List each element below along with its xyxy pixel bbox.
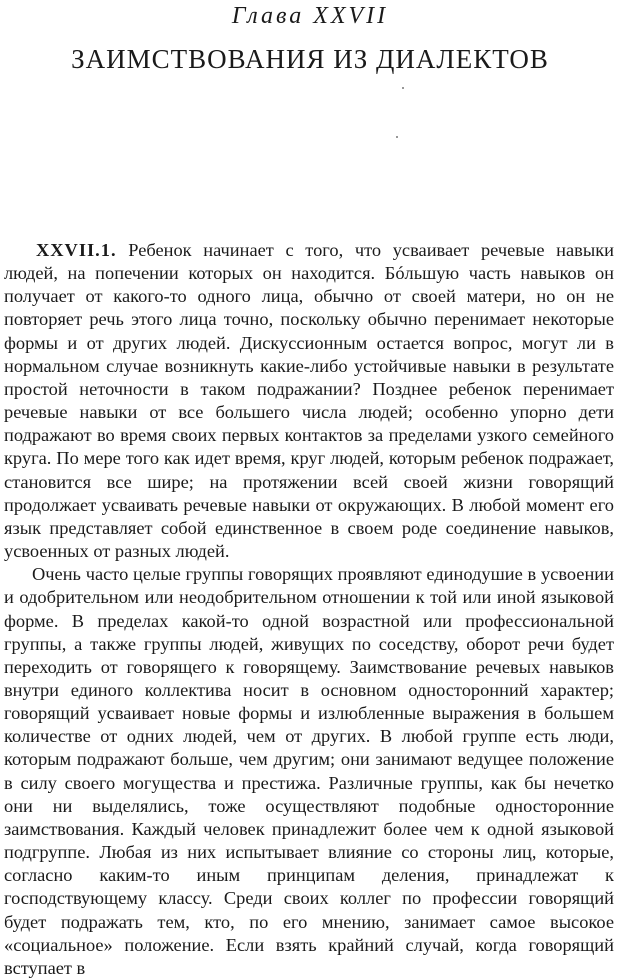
section-number: XXVII.1. <box>36 240 117 260</box>
chapter-body <box>4 239 614 980</box>
paragraph <box>4 239 614 563</box>
chapter-label: Глава XXVII <box>231 3 389 29</box>
paragraph-text: Ребенок начинает с того, что усваивает речевые навыки людей, на попечении которых он находится. Бóльшую часть навыков он получает от какого-то одного лица, обычно от своей матери, но он не повторяет речь этого лица точно, поскольку обычно перенимает некоторые формы и от других людей. Дискуссионным остается вопрос, могут ли в нормальном случае возникнуть какие-либо устойчивые навыки в результате простой неточности в таком подражании? Позднее ребенок перенимает речевые навыки от все большего числа людей; особенно упорно дети подражают во время своих первых контактов за пределами узкого семейного круга. По мере того как идет время, круг людей, которым ребенок подражает, становится все шире; на протяжении всей своей жизни говорящий продолжает усваивать речевые навыки от окружающих. В любой момент его язык представляет собой единственное в своем роде соединение навыков, усвоенных от разных людей. <box>4 240 614 562</box>
print-speck <box>396 136 398 138</box>
paragraph: Очень часто целые группы говорящих проявляют единодушие в усвоении и одобрительном или неодобрительном отношении к той или иной языковой форме. В пределах какой-то одной возрастной или профессиональной группы, а также группы людей, живущих по соседству, оборот речи будет переходить от говорящего к говорящему. Заимствование речевых навыков внутри единого коллектива носит в основном односторонний характер; говорящий усваивает новые формы и излюбленные выражения в большем количестве от одних людей, чем от других. В любой группе есть люди, которым подражают больше, чем другим; они занимают ведущее положение в силу своего могущества и престижа. Различные группы, как бы нечетко они ни выделялись, тоже осуществляют подобные односторонние заимствования. Каждый человек принадлежит более чем к одной языковой подгруппе. Любая из них испытывает влияние со стороны лиц, которые, согласно каким-то иным принципам деления, принадлежат к господствующему классу. Среди своих коллег по профессии говорящий будет подражать тем, кто, по его мнению, занимает самое высокое «социальное» положение. Если взять крайний случай, когда говорящий вступает в <box>4 564 614 978</box>
chapter-title: ЗАИМСТВОВАНИЯ ИЗ ДИАЛЕКТОВ <box>71 44 549 74</box>
print-speck <box>402 87 404 89</box>
